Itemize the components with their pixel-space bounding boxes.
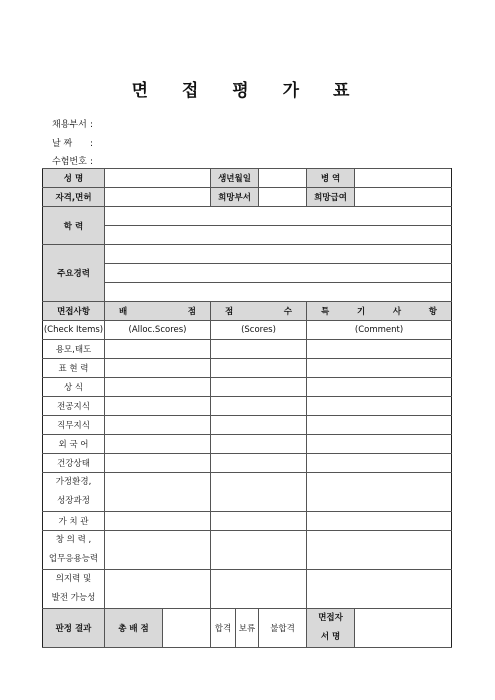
comment-cell[interactable] [307,340,452,359]
score-cell[interactable] [211,531,307,570]
name-cell[interactable] [105,169,211,188]
eval-item-label-line2: 업무응용능력 [48,554,99,564]
comment-cell[interactable] [307,454,452,473]
alloc-en-header: (Alloc.Scores) [105,321,211,340]
remark-header-1: 특 [321,307,330,317]
remark-header [307,302,452,321]
name-label: 성 명 [43,169,105,188]
score-header-2: 수 [283,307,293,317]
alloc-cell[interactable] [105,473,211,512]
eval-row [43,454,452,473]
meta-dept-label: 채용부서 [52,120,87,130]
score-header [211,302,307,321]
eval-item-label-line1: 가정환경, [55,477,92,487]
evaluation-form-table [42,168,452,648]
alloc-cell[interactable] [105,531,211,570]
birth-label: 생년월일 [211,169,259,188]
comment-cell[interactable] [307,512,452,531]
eval-item-label-line2: 발전 가능성 [51,593,96,603]
eval-item-label: 건강상태 [43,454,105,473]
alloc-cell[interactable] [105,435,211,454]
eval-row [43,512,452,531]
remark-header-4: 항 [428,307,437,317]
career-row-2 [43,264,452,283]
meta-date-label: 날 짜 [52,139,73,149]
eval-row [43,473,452,512]
score-cell[interactable] [211,570,307,609]
score-cell[interactable] [211,454,307,473]
alloc-header-1: 배 [119,307,128,317]
eval-row [43,435,452,454]
comment-cell[interactable] [307,570,452,609]
career-label: 주요경력 [43,245,105,302]
meta-date [52,136,100,149]
alloc-cell[interactable] [105,454,211,473]
interviewer-label: 면접자 [318,613,343,623]
military-label: 병 역 [307,169,355,188]
score-cell[interactable] [211,512,307,531]
alloc-cell[interactable] [105,397,211,416]
eval-item-label-line1: 의지력 및 [55,574,92,584]
meta-exam-no [52,154,100,167]
personal-row-1 [43,169,452,188]
score-header-1: 점 [225,307,234,317]
interviewer-sign-label [307,609,355,648]
meta-date-colon: : [90,139,94,149]
comment-cell[interactable] [307,359,452,378]
education-row-2 [43,226,452,245]
pass-option[interactable]: 합격 [211,609,236,648]
personal-row-2 [43,188,452,207]
score-cell[interactable] [211,473,307,512]
fail-option[interactable]: 불합격 [259,609,307,648]
alloc-cell[interactable] [105,512,211,531]
education-label: 학 력 [43,207,105,245]
eval-row [43,340,452,359]
hold-option[interactable]: 보류 [236,609,259,648]
result-label: 판정 결과 [43,609,105,648]
eval-item-label [43,473,105,512]
alloc-header [105,302,211,321]
total-label: 총 배 점 [105,609,163,648]
comment-cell[interactable] [307,435,452,454]
alloc-cell[interactable] [105,570,211,609]
eval-item-header: 면접사항 [43,302,105,321]
salary-label: 희망급여 [307,188,355,207]
alloc-header-2: 점 [187,307,196,317]
alloc-cell[interactable] [105,359,211,378]
eval-item-label-line1: 창 의 력 , [55,535,92,545]
score-cell[interactable] [211,359,307,378]
eval-item-label: 전공지식 [43,397,105,416]
eval-item-label: 표 현 력 [43,359,105,378]
comment-cell[interactable] [307,378,452,397]
dept-label: 희망부서 [211,188,259,207]
eval-row [43,416,452,435]
score-cell[interactable] [211,340,307,359]
eval-item-label: 가 치 관 [43,512,105,531]
comment-cell[interactable] [307,473,452,512]
score-cell[interactable] [211,416,307,435]
eval-row [43,378,452,397]
career-cell-3[interactable] [105,283,452,302]
career-row-1 [43,245,452,264]
salary-cell[interactable] [355,188,452,207]
license-cell[interactable] [105,188,211,207]
education-cell-2[interactable] [105,226,452,245]
signature-cell[interactable] [355,609,452,648]
eval-item-label: 상 식 [43,378,105,397]
alloc-cell[interactable] [105,416,211,435]
comment-cell[interactable] [307,416,452,435]
education-cell-1[interactable] [105,207,452,226]
score-cell[interactable] [211,397,307,416]
license-label: 자격,면허 [43,188,105,207]
comment-cell[interactable] [307,531,452,570]
eval-row [43,359,452,378]
meta-exam-no-colon: : [90,157,94,167]
eval-item-label [43,531,105,570]
score-en-header: (Scores) [211,321,307,340]
remark-header-3: 사 [392,307,402,317]
eval-row [43,397,452,416]
item-en-header: (Check Items) [43,321,105,340]
sign-label: 서 명 [320,632,341,642]
remark-header-2: 기 [356,307,366,317]
career-cell-2[interactable] [105,264,452,283]
military-cell[interactable] [355,169,452,188]
eval-header-row [43,302,452,321]
remark-en-header: (Comment) [307,321,452,340]
eval-item-label [43,570,105,609]
eval-item-label-line2: 성장과정 [57,496,90,506]
score-cell[interactable] [211,378,307,397]
comment-cell[interactable] [307,397,452,416]
eval-item-label: 직무지식 [43,416,105,435]
birth-cell[interactable] [259,169,307,188]
eval-header-en-row [43,321,452,340]
eval-item-label: 외 국 어 [43,435,105,454]
meta-exam-no-label: 수험번호 [52,157,87,167]
education-row-1 [43,207,452,226]
career-cell-1[interactable] [105,245,452,264]
career-row-3 [43,283,452,302]
eval-row [43,570,452,609]
dept-cell[interactable] [259,188,307,207]
score-cell[interactable] [211,435,307,454]
total-cell[interactable] [163,609,211,648]
result-row [43,609,452,648]
meta-dept [52,117,100,130]
eval-row [43,531,452,570]
page-title: 면 접 평 가 표 [131,81,364,101]
alloc-cell[interactable] [105,378,211,397]
eval-item-label: 용모,태도 [43,340,105,359]
meta-dept-colon: : [90,120,94,130]
alloc-cell[interactable] [105,340,211,359]
